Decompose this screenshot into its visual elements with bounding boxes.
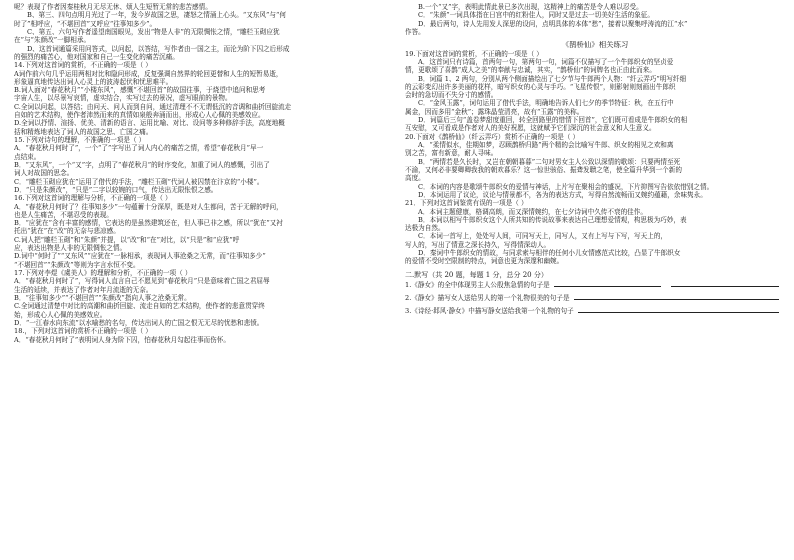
text-line: C．“金风玉露”，词句运用了借代手法，明确地告诉人们七夕的季节特征：秋，在五行中 <box>418 99 674 108</box>
answer-blank[interactable] <box>578 306 779 313</box>
text-line: 形象逼真地传达出词人心灵上的波涛起伏和忧思难平。 <box>14 77 173 86</box>
text-line: 达极为自然。 <box>405 224 445 233</box>
text-line: 宇宙人生，以尽景写哀情，虚实结合，实写过去的景况，虚写眼前的景物。 <box>14 94 232 103</box>
text-line: 写人的，写出了情意之深长持久，写得情深动人。 <box>405 240 551 249</box>
text-line: B．本词以相写牛郎织女这个人所共知的传说故事来表达自己理想爱情观，构思极为巧妙，表 <box>418 215 687 224</box>
text-line: 别之苦，富有新意，耐人寻味。 <box>405 149 498 158</box>
text-line: 19.下面对这首词的赏析，不正确的一项是（ ） <box>405 49 543 58</box>
text-line: C．“雕栏玉砌应犹在”运用了借代的手法，“雕栏玉砌”代词人被囚禁在汴京的“小楼”。 <box>14 177 264 186</box>
text-line: B．“又东风”，一个“又”字，点明了“春花秋月”的时序变化，加重了词人的感慨，引出了 <box>14 160 270 169</box>
text-line: B.一个“又”字，表明此情此景已多次出现，这精神上的痛苦是令人难以忍受。 <box>418 3 643 11</box>
answer-blank[interactable] <box>554 280 662 287</box>
text-line: D．本词运用了议论，议论与情景都不，各为的表达方式，写得自然流畅而又婉约蕴藉，余味隽永。 <box>418 190 707 199</box>
text-line: D．秦词中牛郎织女的情故，与同求索与相伴的任何小儿女情感范式比较，凸显了牛郎织女 <box>418 249 681 258</box>
text-line: 生活的延续，并表达了作者对年月流逝的无奈。 <box>14 285 153 294</box>
answer-blank[interactable] <box>574 293 779 300</box>
text-line: D.词中“何时了”“又东风”“应犹在”一脉相承，表现词人事沧桑之无常，而“往事知多少” <box>14 252 266 261</box>
text-line: 16.下列对这首词的理解与分析，不正确的一项是（ ） <box>14 194 172 203</box>
text-line: A．本词主题健康，格调高朗，而又深情婉约，在七夕诗词中久传不衰的佳作。 <box>418 207 647 216</box>
text-line: 的云彩变幻出许多美丽的花样，暗写织女的心灵与手巧。“飞星传恨”，则影射则刻画出牛郎织 <box>405 82 676 91</box>
text-line: 21．下列对这首词鉴赏有误的一项是（ ） <box>405 199 528 208</box>
text-line: 属金，因而多用“金秋”；露珠晶莹清亮，故有“玉露”的美称。 <box>405 107 584 116</box>
text-line: 词人对故国的思念。 <box>14 169 74 178</box>
text-line: 的爱情不受时空限制的特点，词意也更为深邃和幽婉。 <box>405 257 564 266</box>
text-line: 应，表达出物是人非的无限惆怅之情。 <box>14 244 127 253</box>
text-line: 始，形成心人心佩的美感效应。 <box>14 310 107 319</box>
text-line: 托出“犹在”在“改”的无奈与悲凉感。 <box>14 227 120 236</box>
text-line: D．最后两句，诗人先用发人深思的设问，点明具体的本体“愁”，接着以聚集呼涛流的江“水” <box>418 19 688 28</box>
text-line: 呢？表现了作者因秦桂秋月无尽无休、烦人生短暂无常的悲苦感情。 <box>14 3 212 11</box>
text-line: 作答。 <box>405 27 425 36</box>
text-line: 括和精炼地表达了词人的故国之思、亡国之痛。 <box>14 127 153 136</box>
text-line: C.词人把“雕栏玉砌”和“朱颜”并提，以“改”和“在”对比，以“只是”和“应犹”呼 <box>14 235 240 244</box>
dictation-item-1 <box>405 280 785 288</box>
dictation-question: 1.《静女》的全中体现男主人公殷焦急情的句子是 <box>405 280 550 288</box>
text-line: B、第三、四句点明月光过了一年，发今岁故国之思，凄怒之情涌上心头。“又东风”与“何 <box>27 11 286 20</box>
left-column <box>14 3 394 344</box>
text-line: 不渝，又何必非要卿卿我我的朝欢暮乐？这一惊世骇俗、振聋发聩之笔，使全篇升华到一个新的 <box>405 165 682 174</box>
text-line: C．本词一首写上，处处写人间，可同写天上，同写人，又有上写与下写，写天上的， <box>418 232 668 241</box>
text-line: A．“春花秋月何时了”，一个“了”字写出了词人内心的痛苦之情，希望“春花秋月”早一 <box>14 144 264 153</box>
text-line: C．本词的内容是歌颂牛郎织女的爱情与神话，上片写在聚相会的盛况，下片抑图写告依依惜别之情。 <box>418 182 714 191</box>
text-line: “不堪回首”“朱颜改”等则为字言水恒不变。 <box>14 260 140 269</box>
right-column <box>405 3 785 315</box>
text-line: 会时的急切而不失分寸的感情。 <box>405 91 498 100</box>
text-line: C．“朱颜”一词具体指在日宫中的红粉佳人，同时又是过去一切美好生活的象征。 <box>418 11 654 20</box>
text-line: 自如的艺术结构，使作者沛然而来的真情如泉般奔涌而出，形成心人心佩的美感效应。 <box>14 111 265 120</box>
text-line: 也是人生痛苦，不堪忍受的表现。 <box>14 210 113 219</box>
text-line: D．“一江春水向东流”以水喻愁的名句，传达出词人的亡国之恨无无尽的忧愁和悲愤。 <box>14 318 264 327</box>
text-line: 20.下面对《鹊桥仙》（纤云弄巧）赏析不正确的一项是（ ） <box>405 132 580 141</box>
text-line: B．“往事知多少”“不堪回首”“朱颜改”指向人事之沧桑无常。 <box>14 293 191 302</box>
text-line: A．“柔情似水，佳期如梦，忍顾鹊桥归路”两个精的会比喻写牛郎、织女的相见之欢和离 <box>418 141 674 149</box>
text-line: B．“应犹在”含有丰富的感情，它表达的是虽然建筑还在，但人事已非之感，所以“犹在”又衬 <box>14 219 283 228</box>
text-line: D．“只是朱颜改”，“只是”二字以较婉的口气，传达出无限怅恨之感。 <box>14 185 218 194</box>
text-line: 18.，下列对这首词的赏析不正确的一项是（ ） <box>14 327 152 336</box>
text-line: D、这首词通篇采用问答式，以问起，以答结，写作者由一国之主，而沦为阶下囚之后形成 <box>27 44 290 53</box>
text-line: 在”与“朱颜改”一脚相承。 <box>14 36 91 45</box>
section-title: 二.默写（共 20 题，每题 1 分，总分 20 分） <box>405 270 548 279</box>
text-line: B．词篇 1、2 两句，分别从两个侧面描绘出了七夕节与牛郎两个人物：“纤云弄巧”明写纤细 <box>418 74 687 83</box>
dictation-item-2 <box>405 293 785 301</box>
text-line: D．词篇后三句“盖卷梦甜度重回，转全回路里的惜情下回首”，它们既可看成是牛郎织女的相 <box>418 116 688 125</box>
text-line: A．这首词只有诗篇，首两句一句，第两句一句，词篇不仅描写了一个牛郎织女的坚贞爱 <box>418 57 674 66</box>
text-line: C、第五、六句写作者遥望南国眼见，发出“物是人非”的无限惆怅之情，“雕栏玉砌应犹 <box>27 27 280 36</box>
text-line: B.词人面对“春花秋月”“小楼东风”，感慨“不堪回首”的故国往事，于烧望中追问和思考 <box>14 86 266 95</box>
text-line: C.全词通过清楚中对比的高潮和曲折回旋、流走自如的艺术结构，使作者的悲意贯穿终 <box>14 302 265 311</box>
text-line: 14.下列对这首词的赏析，不正确的一项是（ ） <box>14 61 152 70</box>
dictation-item-3 <box>405 306 785 314</box>
text-line: 情，更歌颂了喜鹊“成人之美”的奉献与忠诚，其实，“鹊桥仙”的词牌名也正由此而来。 <box>405 66 656 75</box>
right-column-lines <box>405 3 785 266</box>
text-line: 的强烈的痛苦心，他对国家和自己一生变化的痛苦沉痛。 <box>14 52 179 61</box>
text-line: D.全词以抒情、渲扬、优美、清新的语言、运用比喻、对比、设问等多种修辞手法，高度地概 <box>14 119 285 128</box>
text-line: A词作前六句几乎运用两相对比和隐问形成，反复强调自然界的轮回更替和人生的短暂易逝， <box>14 69 283 78</box>
text-line: 15.下列对诗句的理解，不准确的一项是（ ） <box>14 136 146 144</box>
text-line: 高度。 <box>405 174 425 183</box>
text-line: B．“两情若是久长时，又岂在朝朝暮暮”二句对男女主人公致以深情的歌颂：只要两情至死 <box>418 157 681 166</box>
dictation-question: 2.《静女》描写女人送给男人的第一个礼物很美的句子是 <box>405 294 570 302</box>
text-line: 互安慰，又可看成是作者对人的美好祝愿，这就赋予它们深沉的社会意义和人生意义。 <box>405 124 656 133</box>
text-line: C.全词以问起，以答结；由问天、问人而到自问，通过清理不不无谓低沉的音调和曲折回旋流走 <box>14 102 292 111</box>
answer-blank[interactable] <box>671 280 779 287</box>
text-line: 点结束。 <box>14 152 41 161</box>
text-line: 时了”相呼应，“不堪回首”又呼应“往事知多少”。 <box>14 19 157 28</box>
text-line: 17.下列对李煜《虞美人》的理解和分析，不正确的一项（ ） <box>14 269 192 277</box>
text-line: A．“春花秋月何时了”，写得词人直言自己不愿见到“春花秋月”只是意味着亡国之君屈辱 <box>14 277 270 286</box>
text-line: A．“春花秋月何时了”表明词人身为阶下囚，怕春花秋月勾起往事而伤怀。 <box>14 335 230 344</box>
dictation-question: 3.《诗经·邶风·静女》中描写静女送给我第一个礼物的句子 <box>405 307 574 315</box>
text-line: A．“春花秋月何时了？往事知多少”一句蕴蓄十分深厚，既是对人生都问，苦于无解的呼问， <box>14 202 283 211</box>
section-heading: 《鹊桥仙》相关练习 <box>561 41 629 50</box>
